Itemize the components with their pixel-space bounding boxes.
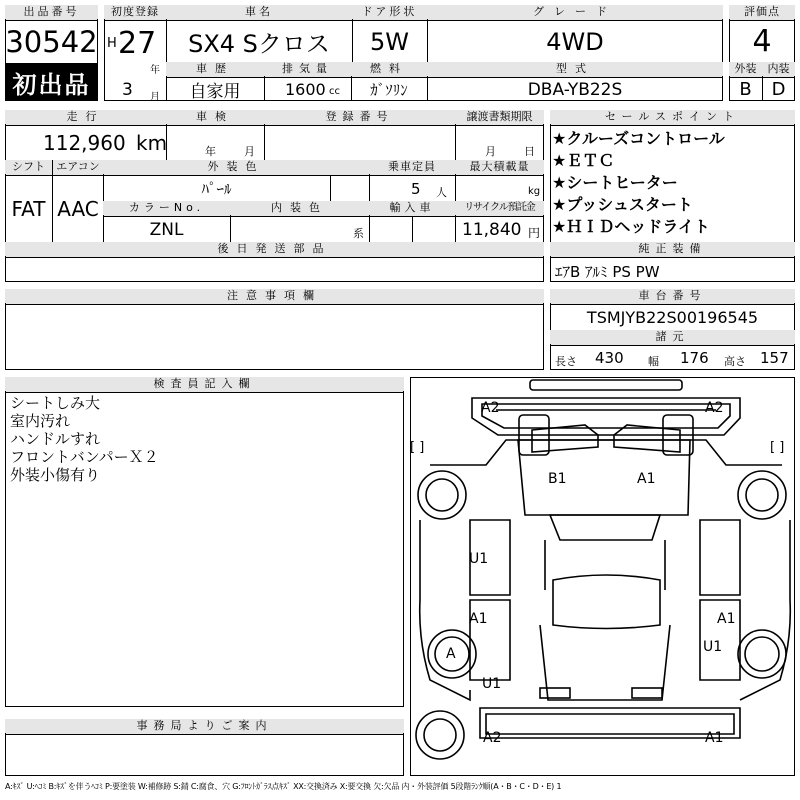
interior-color-unit: 系 — [353, 227, 364, 240]
office-notice-label: 事務局よりご案内 — [5, 719, 404, 733]
damage-mark-front-right: A2 — [705, 400, 724, 416]
model-code: DBA-YB22S — [527, 79, 623, 100]
inspector-note: 室内汚れ — [10, 412, 71, 430]
exterior-color: ﾊﾟｰﾙ — [201, 180, 232, 198]
legend: A:ｷｽﾞ U:ﾍｺﾐ B:ｷｽﾞを伴うﾍｺﾐ P:要塗装 W:補修跡 S:錆 C:腐食、穴 G:ﾌﾛﾝﾄｶﾞﾗｽ点ｷｽﾞ XX:交換済み X:要交換 欠:欠品 内・外装評価 5段階ﾗﾝｸ順(A・B・C・D・E) 1 — [5, 782, 562, 791]
mileage: 112,960 — [43, 131, 126, 155]
recycle-unit: 円 — [528, 226, 541, 240]
equipment: ｴｱB ｱﾙﾐ PS PW — [555, 263, 660, 281]
inspector-notes — [10, 394, 159, 484]
sales-points-list — [552, 128, 725, 238]
grade: 4WD — [546, 27, 604, 56]
car-diagram — [416, 380, 790, 759]
dimensions-label: 諸元 — [550, 330, 795, 344]
damage-mark-windshield: A1 — [637, 471, 656, 487]
sales-point: ★シートヒーター — [552, 173, 678, 192]
recycle-deposit-label: リサイクル預託金 — [455, 201, 544, 215]
sales-point: ★ＥＴＣ — [552, 151, 615, 170]
damage-mark-front-left: A2 — [481, 400, 500, 416]
chassis-label: 車台番号 — [550, 289, 795, 303]
recycle-deposit: 11,840 — [462, 220, 522, 240]
displacement-unit: cc — [329, 86, 340, 97]
shift-label: シフト — [5, 160, 52, 174]
door-label: ドア形状 — [352, 5, 427, 19]
damage-mark-left-rear-wheel: A — [446, 646, 456, 662]
height-label: 高さ — [724, 355, 746, 368]
height: 157 — [760, 349, 789, 367]
interior-label: 内装 — [762, 62, 795, 76]
door-type: 5W — [370, 27, 409, 56]
capacity-label: 乗車定員 — [369, 160, 455, 174]
fuel: ｶﾞｿﾘﾝ — [370, 81, 408, 99]
sales-point: ★プッシュスタート — [552, 195, 693, 214]
damage-mark-rear-left: A2 — [483, 730, 502, 746]
first-registration-label: 初度登録 — [104, 5, 166, 19]
score: 4 — [752, 24, 772, 59]
month-unit: 月 — [150, 92, 160, 103]
era: H — [107, 36, 117, 51]
damage-mark-left-rear-quarter: U1 — [482, 676, 502, 692]
width-label: 幅 — [648, 355, 659, 368]
inspector-note: ハンドルすれ — [10, 430, 101, 448]
capacity-unit: 人 — [436, 186, 447, 199]
color-number: ZNL — [149, 219, 184, 240]
inspection-month-unit: 月 — [244, 145, 255, 158]
ac-label: エアコン — [53, 160, 103, 174]
mileage-unit: km — [136, 131, 168, 155]
capacity: 5 — [411, 180, 421, 198]
damage-mark-right-rear-panel: U1 — [703, 639, 723, 655]
max-load-label: 最大積載量 — [455, 160, 544, 174]
registration-month: 3 — [122, 80, 133, 100]
bracket-right: [ ] — [770, 440, 785, 455]
displacement: 1600 — [285, 80, 326, 99]
lot-number-label: 出品番号 — [5, 5, 98, 19]
bracket-left: [ ] — [410, 440, 425, 455]
exterior-color-label: 外装色 — [103, 160, 369, 174]
damage-mark-right-rear-door: A1 — [717, 611, 736, 627]
interior-color-label: 内装色 — [230, 201, 369, 215]
transfer-day-unit: 日 — [524, 145, 535, 158]
fuel-label: 燃料 — [351, 62, 427, 76]
damage-mark-rear-right: A1 — [705, 730, 724, 746]
displacement-label: 排気量 — [264, 62, 351, 76]
air-conditioner: AAC — [57, 197, 99, 221]
inspection-label: 車検 — [166, 110, 264, 124]
model-label: 型式 — [427, 62, 723, 76]
sales-points-label: セールスポイント — [550, 110, 795, 124]
interior-grade: D — [771, 79, 786, 100]
car-name-label: 車名 — [166, 5, 352, 19]
width: 176 — [680, 349, 709, 367]
damage-mark-hood: B1 — [548, 471, 567, 487]
history-label: 車歴 — [166, 62, 264, 76]
later-parts-label: 後日発送部品 — [5, 242, 544, 256]
inspector-notes-label: 検査員記入欄 — [5, 377, 404, 391]
inspection-year-unit: 年 — [205, 145, 216, 158]
score-label: 評価点 — [729, 5, 795, 19]
equipment-label: 純正装備 — [550, 242, 795, 256]
sales-point: ★ＨＩＤヘッドライト — [552, 217, 710, 236]
damage-mark-left-front-door: U1 — [469, 551, 489, 567]
length-label: 長さ — [555, 355, 577, 368]
mileage-label: 走行 — [5, 110, 166, 124]
chassis-number: TSMJYB22S00196545 — [586, 308, 759, 327]
inspector-note: シートしみ大 — [10, 394, 101, 412]
damage-mark-left-rear-door: A1 — [469, 611, 488, 627]
exterior-grade: B — [739, 79, 752, 100]
sales-point: ★クルーズコントロール — [552, 129, 725, 148]
history: 自家用 — [189, 82, 241, 102]
inspector-note: 外装小傷有り — [10, 466, 101, 484]
grade-label: グレード — [427, 5, 723, 19]
import-label: 輸入車 — [369, 201, 455, 215]
lot-number: 30542 — [5, 25, 98, 59]
transfer-month-unit: 月 — [485, 145, 496, 158]
notes-label: 注意事項欄 — [5, 289, 544, 303]
transfer-deadline-label: 譲渡書類期限 — [455, 110, 544, 124]
shift: FAT — [11, 197, 46, 221]
first-listing-badge: 初出品 — [5, 64, 98, 101]
car-name: SX4 Sクロス — [188, 30, 330, 58]
exterior-label: 外装 — [729, 62, 762, 76]
plate-number-label: 登録番号 — [264, 110, 455, 124]
inspector-note: フロントバンパーＸ２ — [10, 448, 159, 466]
length: 430 — [595, 349, 624, 367]
load-unit: kg — [528, 186, 541, 197]
registration-year: 27 — [118, 26, 157, 61]
year-unit: 年 — [150, 65, 160, 76]
color-number-label: カラーNo. — [103, 201, 230, 215]
